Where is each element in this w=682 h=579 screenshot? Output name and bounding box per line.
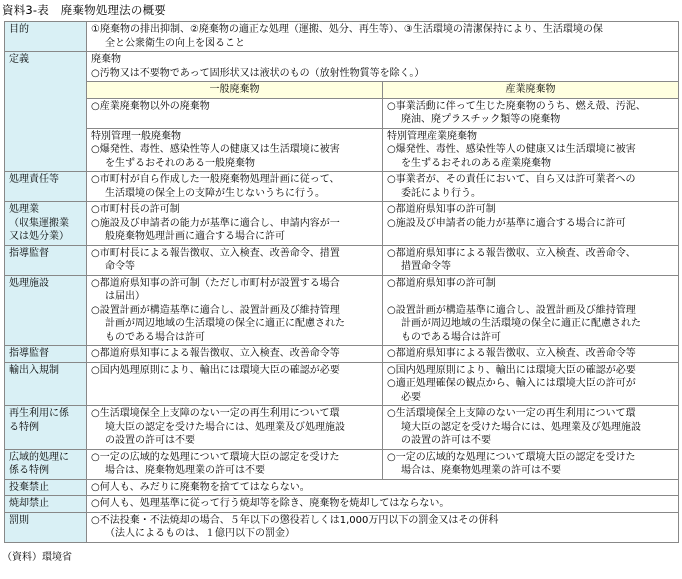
- facility-general: [87, 275, 383, 346]
- row-definition: [5, 52, 679, 82]
- waste-law-summary-table: [4, 21, 679, 543]
- text-line: ○都道府県知事の許可制: [387, 277, 496, 289]
- wide-area-general: [87, 449, 383, 479]
- purpose-line-2: 全と公衆衛生の向上を図ること: [105, 37, 245, 49]
- responsibility-general: [87, 172, 383, 202]
- definition-desc: ○汚物又は不要物であって固形状又は液状のもの（放射性物質等を除く。）: [91, 67, 425, 79]
- special-industrial-line-2: を生ずるおそれのある産業廃棄物: [401, 157, 551, 169]
- row-purpose: [5, 22, 679, 52]
- purpose-text: [87, 22, 679, 52]
- text-line: 場合は、廃棄物処理業の許可は不要: [105, 465, 265, 476]
- row-label: [5, 202, 87, 246]
- text-line: ○一定の広域的な処理について環境大臣の認定を受けた: [387, 451, 636, 463]
- row-guidance-1: [5, 245, 679, 275]
- col-header-general: 一般廃棄物: [87, 82, 383, 99]
- business-general: [87, 202, 383, 246]
- text-line: の設置の許可は不要: [401, 435, 491, 446]
- text-line: （法人によるものは、１億円以下の罰金）: [105, 528, 295, 539]
- text-line: 境大臣の認定を受けた場合には、処理業及び処理施設: [105, 421, 345, 433]
- row-dumping: [5, 479, 679, 496]
- row-definition-special: [5, 128, 679, 172]
- text-line: 委託により行う。: [401, 187, 481, 199]
- row-label: 目的: [5, 22, 87, 52]
- text-line: ○市町村が自ら作成した一般廃棄物処理計画に従って、: [91, 174, 340, 185]
- row-export: [5, 362, 679, 406]
- export-industrial: [383, 362, 679, 406]
- row-guidance-2: [5, 346, 679, 363]
- row-label: [5, 449, 87, 479]
- text-line: ものである場合は許可: [105, 331, 205, 343]
- guidance1-general: [87, 245, 383, 275]
- recycling-general: [87, 406, 383, 450]
- text-line: 命令等: [105, 261, 135, 272]
- row-label: 処理施設: [5, 275, 87, 346]
- label-line: 再生利用に係: [9, 408, 69, 419]
- wide-area-industrial: [383, 449, 679, 479]
- row-label: 指導監督: [5, 245, 87, 275]
- burning-text: ○何人も、処理基準に従って行う焼却等を除き、廃棄物を焼却してはならない。: [87, 496, 679, 513]
- row-definition-items: [5, 98, 679, 128]
- general-item: ○産業廃棄物以外の廃棄物: [91, 100, 210, 112]
- row-label: 指導監督: [5, 346, 87, 363]
- text-line: ○設置計画が構造基準に適合し、設置計画及び維持管理: [387, 304, 636, 316]
- label-line: 又は処分業）: [9, 231, 69, 242]
- row-label: 処理責任等: [5, 172, 87, 202]
- guidance2-industrial: ○都道府県知事による報告徴収、立入検査、改善命令等: [383, 346, 679, 363]
- label-line: 処理業: [9, 204, 39, 215]
- facility-industrial: [383, 275, 679, 346]
- text-line: 計画が周辺地域の生活環境の保全に適正に配慮された: [401, 318, 641, 329]
- text-line: ○市町村長の許可制: [91, 204, 180, 215]
- special-industrial-title: 特別管理産業廃棄物: [387, 130, 477, 142]
- export-general: ○国内処理原則により、輸出には環境大臣の確認が必要: [87, 362, 383, 406]
- source-note: （資料）環境省: [2, 552, 72, 563]
- row-label: 定義: [5, 52, 87, 172]
- business-industrial: [383, 202, 679, 246]
- row-label: 焼却禁止: [5, 496, 87, 513]
- text-line: の設置の許可は不要: [105, 435, 195, 446]
- label-line: 係る特例: [9, 465, 49, 476]
- text-line: ○都道府県知事の許可制（ただし市町村が設置する場合: [91, 277, 340, 289]
- text-line: ○都道府県知事の許可制: [387, 204, 496, 215]
- text-line: ○不法投棄・不法焼却の場合、５年以下の懲役若しくは1,000万円以下の罰金又はその併科: [91, 514, 499, 526]
- special-general-def: [87, 128, 383, 172]
- special-general-line-2: を生ずるおそれのある一般廃棄物: [105, 157, 255, 169]
- row-label: 輸出入規制: [5, 362, 87, 406]
- definition-header-cell: [87, 52, 679, 82]
- text-line: ○一定の広域的な処理について環境大臣の認定を受けた: [91, 451, 340, 463]
- text-line: 般廃棄物処理計画に適合する場合に許可: [105, 231, 285, 242]
- text-line: 計画が周辺地域の生活環境の保全に適正に配慮された: [105, 318, 345, 329]
- row-responsibility: [5, 172, 679, 202]
- special-general-line-1: ○爆発性、毒性、感染性等人の健康又は生活環境に被害: [91, 144, 340, 155]
- text-line: 必要: [401, 391, 421, 403]
- row-facility: [5, 275, 679, 346]
- text-line: ものである場合は許可: [401, 331, 501, 343]
- text-line: ○市町村長による報告徴収、立入検査、改善命令、措置: [91, 247, 340, 259]
- text-line: ○適正処理確保の観点から、輸入には環境大臣の許可が: [387, 378, 636, 389]
- text-line: 境大臣の認定を受けた場合には、処理業及び処理施設: [401, 421, 641, 433]
- label-line: る特例: [9, 421, 39, 433]
- row-label: 罰則: [5, 512, 87, 542]
- text-line: ○設置計画が構造基準に適合し、設置計画及び維持管理: [91, 304, 340, 316]
- special-industrial-def: [383, 128, 679, 172]
- text-line: ○事業者が、その責任において、自ら又は許可業者への: [387, 174, 636, 185]
- special-industrial-line-1: ○爆発性、毒性、感染性等人の健康又は生活環境に被害: [387, 144, 636, 155]
- general-waste-def: [87, 98, 383, 128]
- row-penalty: [5, 512, 679, 542]
- guidance2-general: ○都道府県知事による報告徴収、立入検査、改善命令等: [87, 346, 383, 363]
- row-burning: [5, 496, 679, 513]
- penalty-text: [87, 512, 679, 542]
- purpose-line-1: ①廃棄物の排出抑制、②廃棄物の適正な処理（運搬、処分、再生等）、③生活環境の清潔保持により、生活環境の保: [91, 24, 603, 35]
- dumping-text: ○何人も、みだりに廃棄物を捨ててはならない。: [87, 479, 679, 496]
- industrial-item-line-1: ○事業活動に伴って生じた廃棄物のうち、燃え殻、汚泥、: [387, 100, 646, 112]
- label-line: （収集運搬業: [9, 217, 69, 229]
- page-title: 資料3-表 廃棄物処理法の概要: [2, 3, 166, 17]
- text-line: は届出）: [105, 291, 145, 302]
- industrial-waste-def: [383, 98, 679, 128]
- row-label: [5, 406, 87, 450]
- col-header-industrial: 産業廃棄物: [383, 82, 679, 99]
- special-general-title: 特別管理一般廃棄物: [91, 130, 181, 142]
- text-line: 措置命令等: [401, 261, 451, 272]
- row-label: 投棄禁止: [5, 479, 87, 496]
- text-line: ○生活環境保全上支障のない一定の再生利用について環: [387, 408, 636, 419]
- guidance1-industrial: [383, 245, 679, 275]
- row-business: [5, 202, 679, 246]
- text-line: ○国内処理原則により、輸出には環境大臣の確認が必要: [387, 364, 636, 376]
- text-line: 生活環境の保全上の支障が生じないうちに行う。: [105, 187, 325, 199]
- row-definition-subheader: [5, 82, 679, 99]
- label-line: 広域的処理に: [9, 451, 69, 463]
- definition-header: 廃棄物: [91, 54, 121, 65]
- recycling-industrial: [383, 406, 679, 450]
- text-line: 場合は、廃棄物処理業の許可は不要: [401, 465, 561, 476]
- text-line: ○施設及び申請者の能力が基準に適合する場合に許可: [387, 217, 626, 229]
- text-line: ○施設及び申請者の能力が基準に適合し、申請内容が一: [91, 217, 340, 229]
- text-line: ○生活環境保全上支障のない一定の再生利用について環: [91, 408, 340, 419]
- row-wide-area: [5, 449, 679, 479]
- industrial-item-line-2: 廃油、廃プラスチック類等の廃棄物: [401, 114, 561, 125]
- text-line: ○都道府県知事による報告徴収、立入検査、改善命令、: [387, 247, 636, 259]
- responsibility-industrial: [383, 172, 679, 202]
- spacer: [387, 290, 674, 304]
- row-recycling: [5, 406, 679, 450]
